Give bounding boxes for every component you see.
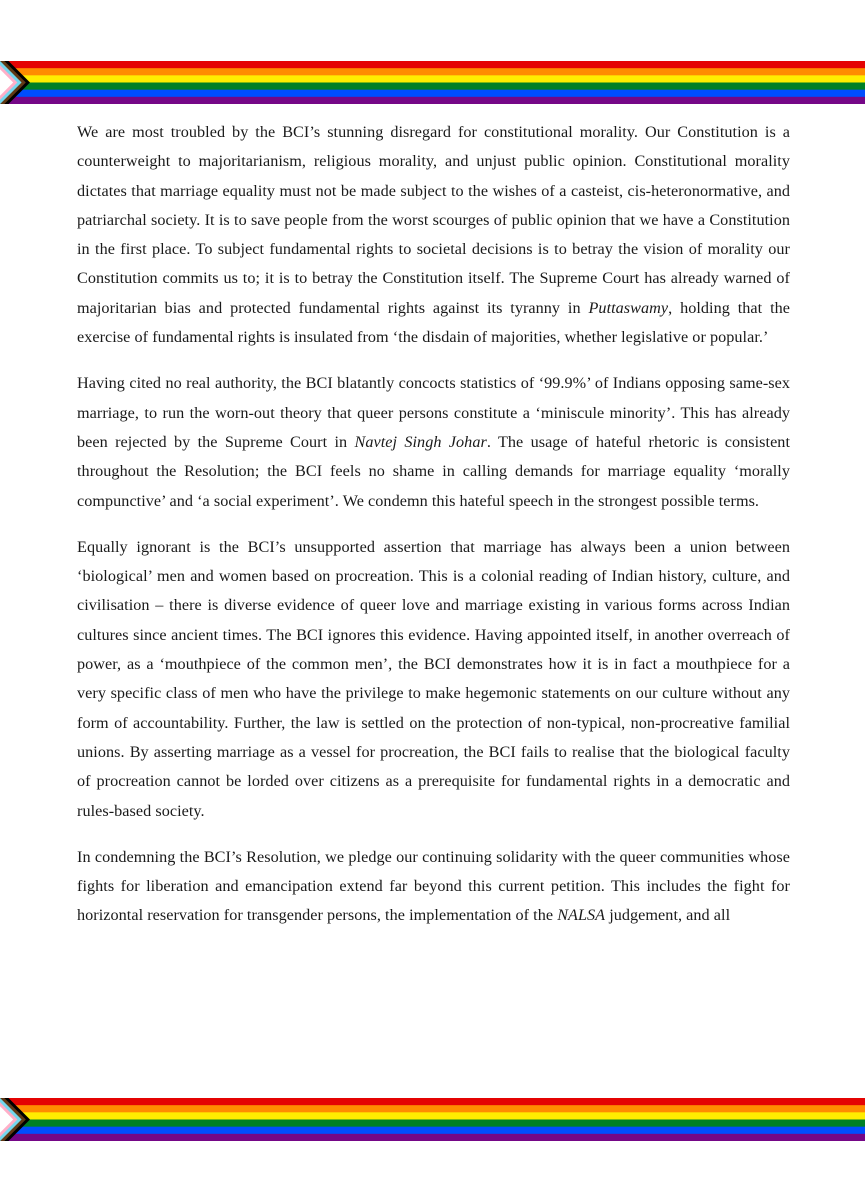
paragraph-constitutional-morality <box>77 118 790 352</box>
rainbow-stripe <box>0 1105 865 1113</box>
rainbow-stripe <box>0 90 865 98</box>
rainbow-stripe <box>0 1127 865 1135</box>
paragraph-solidarity <box>77 843 790 931</box>
paragraph-procreation <box>77 533 790 826</box>
progress-pride-flag-band-bottom <box>0 1098 865 1141</box>
document-body <box>77 118 790 948</box>
para2-text-b: . The usage of hateful rhetoric is consistent throughout the Resolution; the BCI feels no shame in calling demands for marriage equality ‘morally compunctive’ and ‘a social experiment’. We condemn this hateful speech in the strongest possible terms. <box>77 432 790 510</box>
rainbow-stripe <box>0 1098 865 1106</box>
para2-text-a: Having cited no real authority, the BCI blatantly concocts statistics of ‘99.9%’ of Indians opposing same-sex marriage, to run the worn-out theory that queer persons constitute a ‘miniscule minority’. This has already been rejected by the Supreme Court in <box>77 374 790 451</box>
rainbow-stripe <box>0 68 865 76</box>
para4-text-b: judgement, and all <box>605 906 731 925</box>
rainbow-stripe <box>0 61 865 69</box>
case-name-navtej-singh-johar: Navtej Singh Johar <box>354 432 487 451</box>
para1-text-b: , holding that the exercise of fundamental rights is insulated from ‘the disdain of majorities, whether legislative or popular.’ <box>77 298 790 347</box>
progress-pride-flag-band-top <box>0 61 865 104</box>
para3-text: Equally ignorant is the BCI’s unsupported assertion that marriage has always been a union between ‘biological’ men and women based on procreation. This is a colonial reading of Indian history, culture, and civilisation – there is diverse evidence of queer love and marriage existing in various forms across Indian cultures since ancient times. The BCI ignores this evidence. Having appointed itself, in another overreach of power, as a ‘mouthpiece of the common men’, the BCI demonstrates how it is in fact a mouthpiece for a very specific class of men who have the privilege to make hegemonic statements on our culture without any form of accountability. Further, the law is settled on the protection of non-typical, non-procreative familial unions. By asserting marriage as a vessel for procreation, the BCI fails to realise that the biological faculty of procreation cannot be lorded over citizens as a prerequisite for fundamental rights in a democratic and rules-based society. <box>77 537 790 820</box>
case-name-nalsa: NALSA <box>557 906 606 925</box>
case-name-puttaswamy: Puttaswamy <box>588 298 669 317</box>
paragraph-statistics <box>77 369 790 515</box>
rainbow-stripe <box>0 75 865 83</box>
rainbow-stripe <box>0 1112 865 1120</box>
rainbow-stripe <box>0 1134 865 1141</box>
rainbow-stripe <box>0 83 865 91</box>
rainbow-stripe <box>0 1120 865 1128</box>
rainbow-stripe <box>0 97 865 104</box>
para4-text-a: In condemning the BCI’s Resolution, we pledge our continuing solidarity with the queer communities whose fights for liberation and emancipation extend far beyond this current petition. This includes the fight for horizontal reservation for transgender persons, the implementation of the <box>77 847 790 925</box>
para1-text-a: We are most troubled by the BCI’s stunning disregard for constitutional morality. Our Constitution is a counterweight to majoritarianism, religious morality, and unjust public opinion. Constitutional morality dictates that marriage equality must not be made subject to the wishes of a casteist, cis-heteronormative, and patriarchal society. It is to save people from the worst scourges of public opinion that we have a Constitution in the first place. To subject fundamental rights to societal decisions is to betray the vision of morality our Constitution commits us to; it is to betray the Constitution itself. The Supreme Court has already warned of majoritarian bias and protected fundamental rights against its tyranny in <box>77 123 790 317</box>
